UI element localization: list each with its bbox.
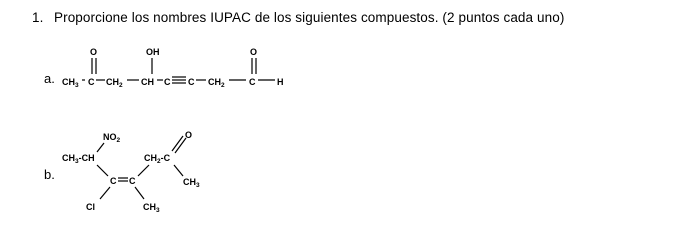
bond-c-ch3-bottom [135,187,144,199]
atom-ch3-bottom-b: $CH_3$ [143,202,160,214]
bond-ch-no2 [97,143,104,152]
bond-ch-cleft [97,165,108,176]
atom-c3-a: C [188,77,195,87]
bond-c-cl [100,187,110,199]
atom-no2-b: $NO_2$ [103,132,121,144]
atom-c2-a: C [164,77,171,87]
atom-ch2c-b: $CH_2-C$ [144,153,171,165]
atom-o-a2: O [250,47,258,57]
atom-o-a1: O [90,47,98,57]
part-b-label: b. [44,167,55,182]
atom-ch3-right-b: $CH_3$ [183,177,200,189]
structure-a [62,47,284,89]
atom-cl-b: Cl [86,202,95,212]
atom-ch2-a1: $CH_2$ [106,77,123,89]
atom-c-right-b: C [129,176,136,186]
atom-c1-a: C [88,77,95,87]
bond-ch2-cright [138,165,149,176]
atom-ch-a: CH [141,77,154,87]
question-text: Proporcione los nombres IUPAC de los siguientes compuestos. (2 puntos cada uno) [54,10,565,25]
atom-ch3-a: $CH_3$ [62,77,79,89]
atom-ch3ch-b: $CH_3-CH$ [62,153,95,165]
atom-oh-a: OH [146,47,160,57]
bond-c-ch3-right [174,165,183,176]
atom-c-left-b: C [110,176,117,186]
question-number: 1. [32,10,44,25]
atom-h-a: H [277,77,284,87]
part-a-label: a. [44,71,55,86]
atom-o-b: O [185,130,193,140]
atom-c4-a: C [249,77,256,87]
atom-ch2-a2: $CH_2$ [208,77,225,89]
structure-b [62,130,200,214]
